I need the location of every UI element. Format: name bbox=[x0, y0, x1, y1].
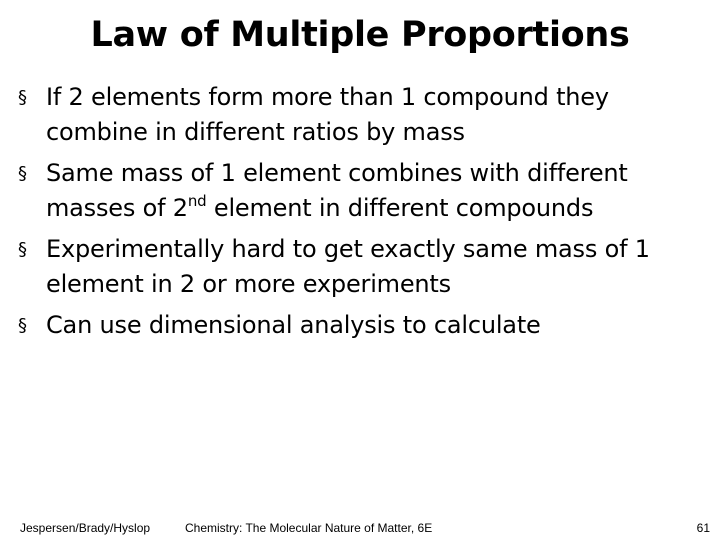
bullet-marker-icon: § bbox=[18, 239, 27, 260]
bullet-list bbox=[18, 80, 708, 349]
bullet-marker-icon: § bbox=[18, 87, 27, 108]
bullet-text: If 2 elements form more than 1 compound they combine in different ratios by mass bbox=[46, 83, 609, 146]
bullet-item bbox=[18, 156, 708, 226]
bullet-text bbox=[46, 159, 628, 222]
bullet-item bbox=[18, 232, 708, 302]
ordinal-superscript: nd bbox=[187, 192, 207, 210]
slide-title: Law of Multiple Proportions bbox=[90, 15, 630, 55]
bullet-text-before: Same mass of 1 element combines with different masses of 2 bbox=[46, 159, 628, 222]
bullet-marker-icon: § bbox=[18, 315, 27, 336]
footer-book-title: Chemistry: The Molecular Nature of Matter, 6E bbox=[185, 521, 433, 535]
footer-authors: Jespersen/Brady/Hyslop bbox=[20, 521, 151, 535]
bullet-marker-icon: § bbox=[18, 163, 27, 184]
bullet-text-after: element in different compounds bbox=[206, 194, 594, 222]
bullet-text: Can use dimensional analysis to calculate bbox=[46, 311, 541, 339]
bullet-item bbox=[18, 80, 708, 150]
bullet-text: Experimentally hard to get exactly same mass of 1 element in 2 or more experiments bbox=[46, 235, 650, 298]
bullet-item bbox=[18, 308, 708, 343]
footer-page-number: 61 bbox=[696, 521, 710, 535]
